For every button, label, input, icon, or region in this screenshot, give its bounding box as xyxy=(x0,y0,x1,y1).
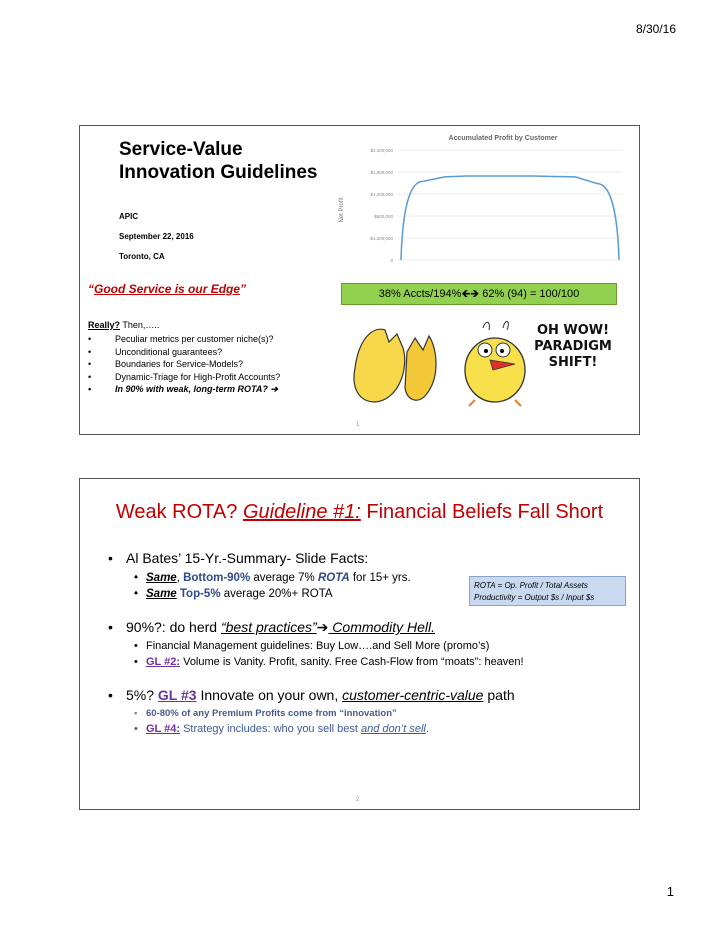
list-item: • Same, Bottom-90% average 7% ROTA for 15+ yrs. xyxy=(98,570,628,586)
slide1-quote: “Good Service is our Edge” xyxy=(88,282,247,296)
chart-ylabel: Net Profit xyxy=(339,197,345,223)
eggshell-icon xyxy=(405,336,436,400)
chart-tick-label: $1,800,000 xyxy=(370,170,393,175)
list-item: • Boundaries for Service-Models? xyxy=(88,358,328,371)
slide1-org: APIC xyxy=(119,212,139,221)
chart-tick-label: 0 xyxy=(390,258,393,263)
slide1-title: Service-Value Innovation Guidelines xyxy=(119,139,318,183)
slide1-really: Really? Then,….. xyxy=(88,320,160,330)
list-item: • In 90% with weak, long-term ROTA? ➔ xyxy=(88,383,328,396)
rota-definition-box: ROTA = Op. Profit / Total Assets Productivity = Output $s / Input $s xyxy=(469,576,626,606)
slide1-location: Toronto, CA xyxy=(119,252,165,261)
list-item: • Al Bates’ 15-Yr.-Summary- Slide Facts: xyxy=(98,549,628,567)
slide2-title: Weak ROTA? Guideline #1: Financial Beliefs Fall Short xyxy=(115,501,604,523)
list-item: • 90%?: do herd “best practices”➔ Commodity Hell. xyxy=(98,618,628,636)
list-item: • GL #2: Volume is Vanity. Profit, sanity. Free Cash-Flow from “moats”: heaven! xyxy=(98,654,628,670)
cartoon-illustration xyxy=(345,308,635,408)
slide1-bullet-list xyxy=(88,333,328,396)
list-item: • Unconditional guarantees? xyxy=(88,346,328,359)
list-item: • Peculiar metrics per customer niche(s)? xyxy=(88,333,328,346)
arrow-right-icon: ➔ xyxy=(270,384,278,394)
slide-1 xyxy=(79,125,640,435)
slide1-number: 1 xyxy=(356,422,360,428)
list-item: • 5%? GL #3 Innovate on your own, customer-centric-value path xyxy=(98,686,628,704)
list-item: • Financial Management guidelines: Buy Low….and Sell More (promo’s) xyxy=(98,638,628,654)
slide-2 xyxy=(79,478,640,810)
chick-icon xyxy=(465,338,525,402)
chart-series-line xyxy=(401,176,619,260)
slide1-date: September 22, 2016 xyxy=(119,232,194,241)
chart-tick-label: $2,400,000 xyxy=(370,148,393,153)
eggshell-icon xyxy=(354,329,405,402)
profit-chart xyxy=(333,130,633,270)
stat-box: 38% Accts/194%🡸🡺 62% (94) = 100/100 xyxy=(341,283,617,305)
slide2-number: 2 xyxy=(356,797,360,803)
chart-tick-label: $600,000 xyxy=(374,214,393,219)
list-item: • GL #4: Strategy includes: who you sell best and don’t sell. xyxy=(98,721,628,737)
chart-title: Accumulated Profit by Customer xyxy=(448,135,558,142)
list-item: • Dynamic-Triage for High-Profit Accounts? xyxy=(88,371,328,384)
cartoon-speech: OH WOW! PARADIGM SHIFT! xyxy=(534,323,612,370)
chart-tick-label: $1,200,000 xyxy=(370,192,393,197)
list-item: • 60-80% of any Premium Profits come from “innovation” xyxy=(98,706,628,721)
page-date: 8/30/16 xyxy=(635,22,676,36)
page-number: 1 xyxy=(666,884,674,899)
list-item: • Same Top-5% average 20%+ ROTA xyxy=(98,586,628,602)
chart-tick-label: -$1,200,000 xyxy=(368,236,393,241)
arrow-right-icon: ➔ xyxy=(316,619,329,635)
